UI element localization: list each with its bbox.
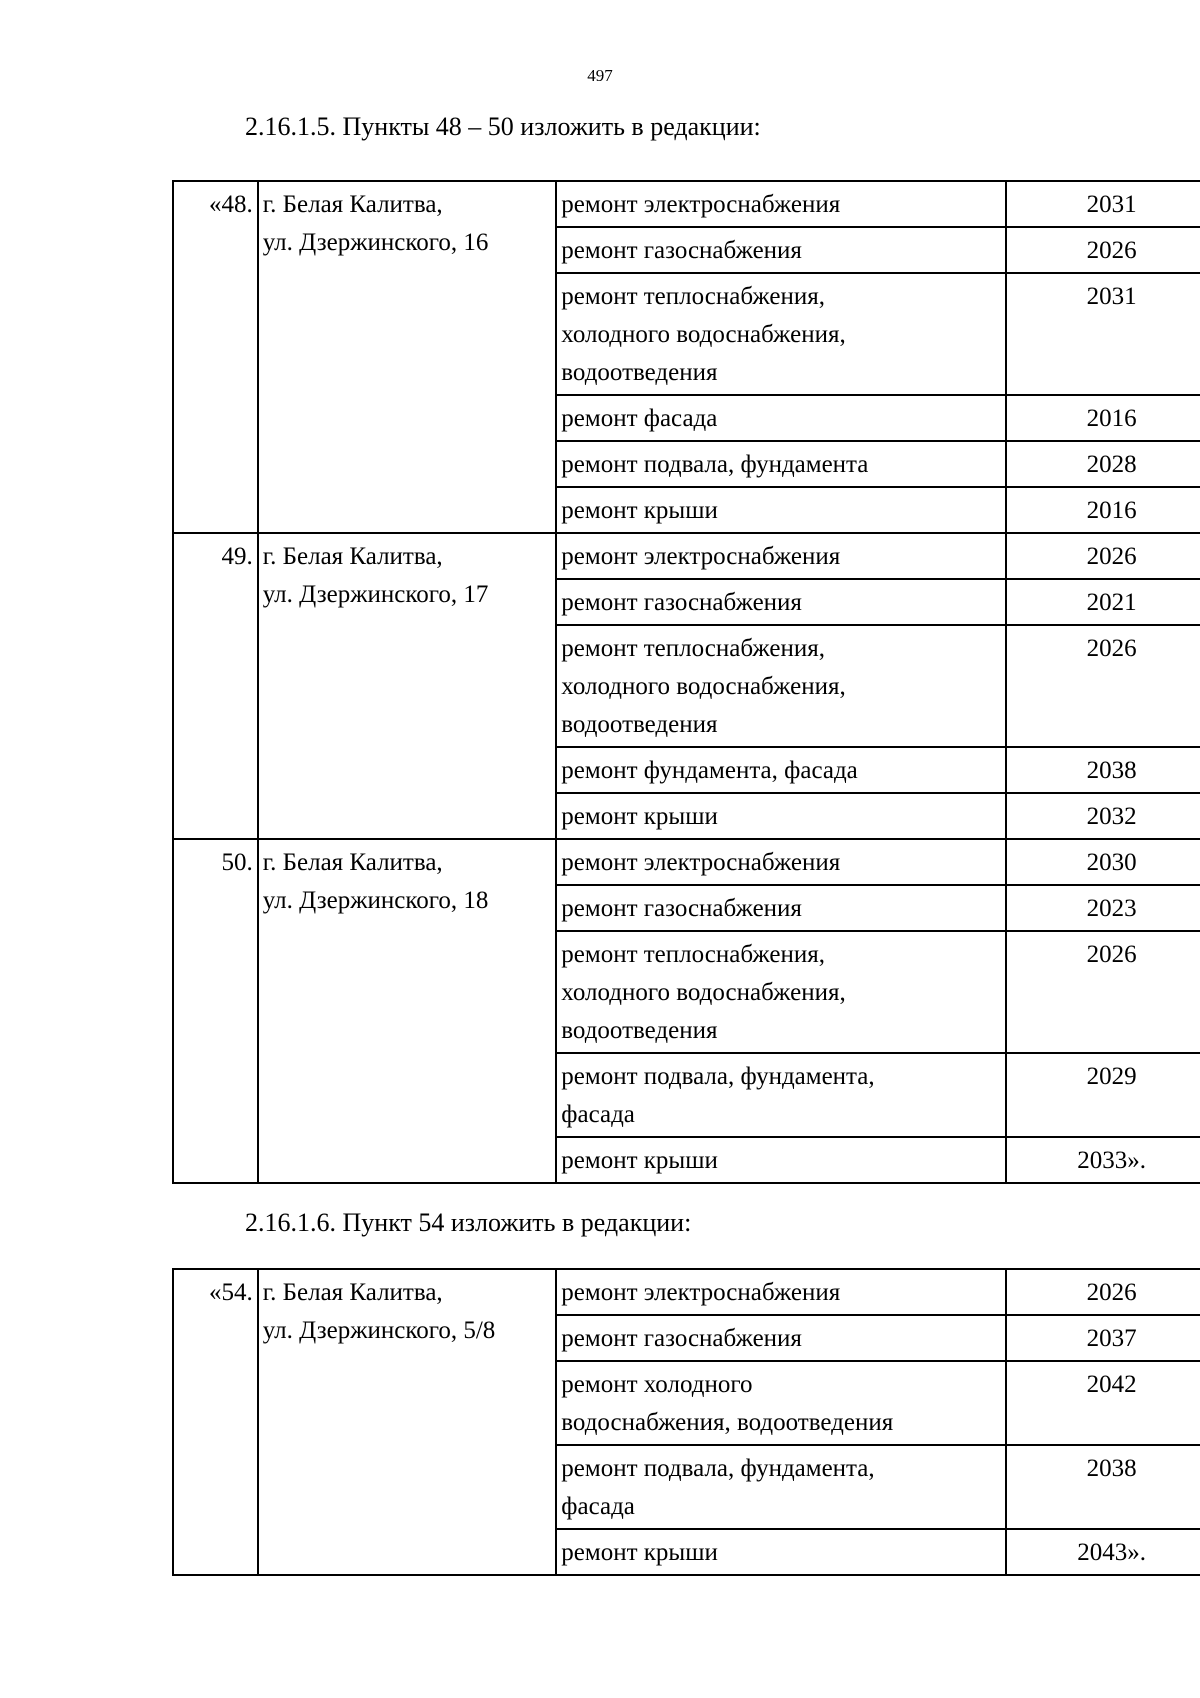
work-type-line: ремонт газоснабжения [561, 1325, 802, 1352]
table-row [173, 839, 1200, 885]
year-cell: 2037 [1006, 1315, 1200, 1361]
year-cell: 2026 [1006, 533, 1200, 579]
year-cell: 2029 [1006, 1053, 1200, 1137]
item-number-cell: 50. [173, 839, 258, 1183]
work-type-cell [556, 579, 1006, 625]
clause-heading-1: 2.16.1.5. Пункты 48 – 50 изложить в редакции: [245, 112, 761, 141]
item-number-cell: 49. [173, 533, 258, 839]
work-type-cell [556, 747, 1006, 793]
clause-heading-2: 2.16.1.6. Пункт 54 изложить в редакции: [245, 1208, 692, 1237]
work-type-line: ремонт подвала, фундамента [561, 451, 869, 478]
work-type-line: ремонт электроснабжения [561, 543, 841, 570]
work-type-cell [556, 227, 1006, 273]
year-cell: 2026 [1006, 1269, 1200, 1315]
work-type-line: водоотведения [561, 711, 718, 738]
year-cell: 2026 [1006, 625, 1200, 747]
work-type-line: холодного водоснабжения, [561, 979, 846, 1006]
table-row [173, 1269, 1200, 1315]
address-line: ул. Дзержинского, 5/8 [262, 1317, 496, 1344]
work-type-line: ремонт электроснабжения [561, 1279, 841, 1306]
work-type-line: ремонт теплоснабжения, [561, 941, 825, 968]
work-type-cell [556, 1137, 1006, 1183]
year-cell: 2031 [1006, 181, 1200, 227]
work-type-cell [556, 1269, 1006, 1315]
work-type-cell [556, 1053, 1006, 1137]
address-line: г. Белая Калитва, [262, 1279, 443, 1306]
work-type-line: ремонт холодного [561, 1371, 753, 1398]
work-type-cell [556, 441, 1006, 487]
repair-schedule-table-2 [172, 1268, 1200, 1576]
work-type-line: водоотведения [561, 1017, 718, 1044]
repair-schedule-table-1 [172, 180, 1200, 1184]
work-type-cell [556, 181, 1006, 227]
work-type-cell [556, 273, 1006, 395]
work-type-line: водоотведения [561, 359, 718, 386]
work-type-line: ремонт подвала, фундамента, [561, 1063, 875, 1090]
work-type-line: ремонт крыши [561, 803, 718, 830]
address-cell [258, 839, 557, 1183]
work-type-line: ремонт газоснабжения [561, 895, 802, 922]
address-line: г. Белая Калитва, [262, 191, 443, 218]
address-line: г. Белая Калитва, [262, 543, 443, 570]
year-cell: 2030 [1006, 839, 1200, 885]
work-type-cell [556, 533, 1006, 579]
address-line: ул. Дзержинского, 17 [262, 581, 489, 608]
year-cell: 2016 [1006, 395, 1200, 441]
work-type-line: ремонт электроснабжения [561, 191, 841, 218]
work-type-line: холодного водоснабжения, [561, 673, 846, 700]
table-row [173, 181, 1200, 227]
year-cell: 2026 [1006, 931, 1200, 1053]
work-type-cell [556, 1361, 1006, 1445]
work-type-line: ремонт подвала, фундамента, [561, 1455, 875, 1482]
work-type-cell [556, 487, 1006, 533]
year-cell: 2031 [1006, 273, 1200, 395]
item-number-cell: «54. [173, 1269, 258, 1575]
work-type-cell [556, 395, 1006, 441]
work-type-line: ремонт теплоснабжения, [561, 635, 825, 662]
address-line: ул. Дзержинского, 16 [262, 229, 489, 256]
year-cell: 2038 [1006, 1445, 1200, 1529]
work-type-cell [556, 931, 1006, 1053]
address-line: г. Белая Калитва, [262, 849, 443, 876]
work-type-line: фасада [561, 1101, 635, 1128]
work-type-cell [556, 839, 1006, 885]
work-type-cell [556, 793, 1006, 839]
work-type-line: ремонт фасада [561, 405, 718, 432]
work-type-line: фасада [561, 1493, 635, 1520]
work-type-line: ремонт газоснабжения [561, 237, 802, 264]
address-cell [258, 1269, 557, 1575]
page-number: 497 [587, 66, 613, 85]
work-type-line: ремонт фундамента, фасада [561, 757, 858, 784]
item-number-cell: «48. [173, 181, 258, 533]
year-cell: 2043». [1006, 1529, 1200, 1575]
work-type-line: ремонт газоснабжения [561, 589, 802, 616]
year-cell: 2042 [1006, 1361, 1200, 1445]
year-cell: 2016 [1006, 487, 1200, 533]
work-type-line: ремонт теплоснабжения, [561, 283, 825, 310]
year-cell: 2028 [1006, 441, 1200, 487]
year-cell: 2032 [1006, 793, 1200, 839]
work-type-cell [556, 885, 1006, 931]
address-cell [258, 533, 557, 839]
year-cell: 2033». [1006, 1137, 1200, 1183]
work-type-line: холодного водоснабжения, [561, 321, 846, 348]
work-type-cell [556, 1315, 1006, 1361]
work-type-cell [556, 1445, 1006, 1529]
year-cell: 2026 [1006, 227, 1200, 273]
address-cell [258, 181, 557, 533]
work-type-line: ремонт электроснабжения [561, 849, 841, 876]
work-type-line: ремонт крыши [561, 497, 718, 524]
work-type-line: ремонт крыши [561, 1147, 718, 1174]
year-cell: 2023 [1006, 885, 1200, 931]
year-cell: 2021 [1006, 579, 1200, 625]
work-type-cell [556, 1529, 1006, 1575]
work-type-cell [556, 625, 1006, 747]
work-type-line: ремонт крыши [561, 1539, 718, 1566]
work-type-line: водоснабжения, водоотведения [561, 1409, 894, 1436]
address-line: ул. Дзержинского, 18 [262, 887, 489, 914]
table-row [173, 533, 1200, 579]
year-cell: 2038 [1006, 747, 1200, 793]
